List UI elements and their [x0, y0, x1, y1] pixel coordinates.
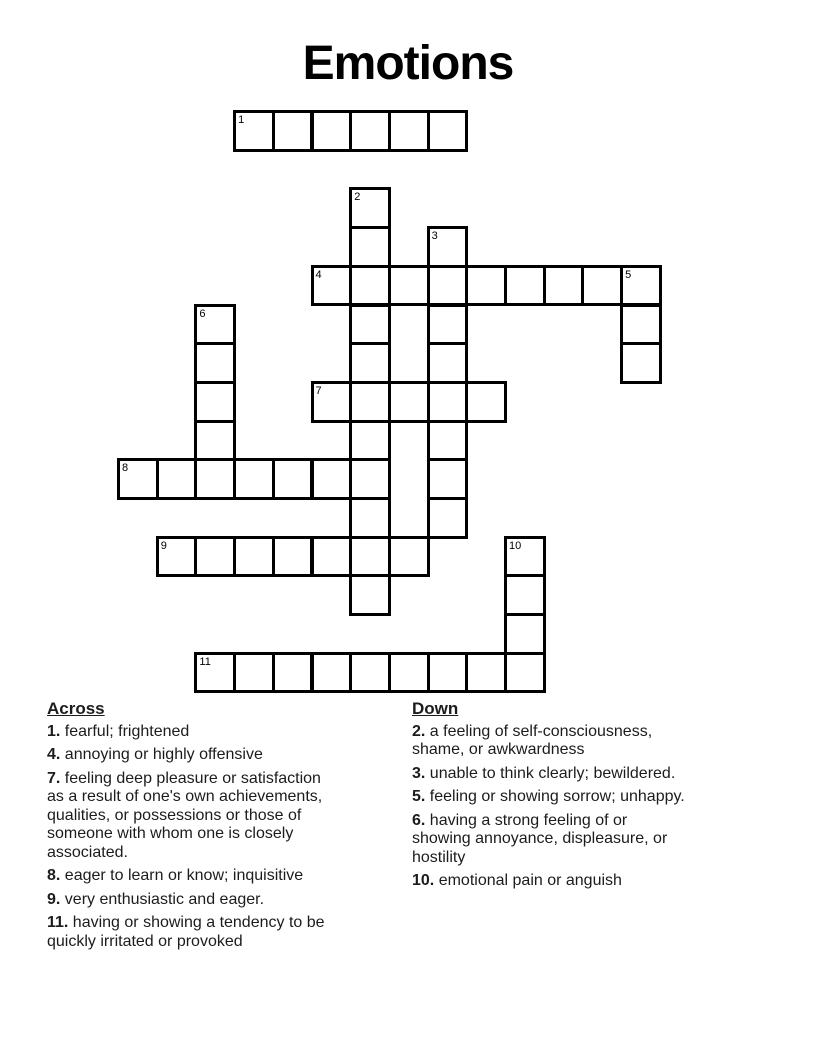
grid-cell[interactable]: [427, 652, 469, 694]
grid-cell[interactable]: [272, 110, 314, 152]
grid-cell[interactable]: [620, 342, 662, 384]
across-header: Across: [47, 699, 105, 718]
grid-cell[interactable]: [388, 381, 430, 423]
cell-number: 4: [315, 268, 322, 281]
grid-cell[interactable]: [233, 536, 275, 578]
grid-cell[interactable]: [349, 187, 391, 229]
cell-number: 7: [315, 384, 322, 397]
clue-number: 2.: [412, 722, 426, 740]
page-title: Emotions: [302, 37, 514, 90]
grid-cell[interactable]: [427, 342, 469, 384]
grid-cell[interactable]: [349, 304, 391, 346]
grid-cell[interactable]: [427, 110, 469, 152]
grid-cell[interactable]: [427, 497, 469, 539]
clue-number: 5.: [412, 788, 426, 805]
grid-cell[interactable]: [194, 458, 236, 500]
grid-cell[interactable]: [349, 381, 391, 423]
down-clue-list: [412, 723, 689, 891]
grid-cell[interactable]: [311, 652, 353, 694]
grid-cell[interactable]: [311, 458, 353, 500]
grid-cell[interactable]: [427, 420, 469, 462]
across-clues-column: [47, 700, 335, 956]
grid-cell[interactable]: [233, 652, 275, 694]
clue-number: 11.: [47, 914, 69, 931]
cell-number: 1: [238, 114, 245, 126]
clue-item: 11. having or showing a tendency to be quickly irritated or provoked: [47, 914, 325, 950]
grid-cell[interactable]: [427, 381, 469, 423]
cell-number: 6: [199, 307, 206, 320]
cell-number: 5: [625, 268, 632, 281]
grid-cell[interactable]: [465, 265, 507, 307]
cell-number: 9: [160, 539, 167, 552]
down-header: Down: [412, 699, 459, 718]
grid-cell[interactable]: [349, 342, 391, 384]
crossword-grid: [117, 110, 662, 694]
grid-cell[interactable]: [504, 574, 546, 616]
grid-cell[interactable]: [156, 458, 198, 500]
grid-cell[interactable]: [233, 110, 275, 152]
grid-cell[interactable]: [233, 458, 275, 500]
clue-number: 10.: [412, 872, 435, 889]
clue-number: 9.: [47, 890, 61, 908]
clue-item: 8. eager to learn or know; inquisitive: [47, 867, 304, 884]
grid-cell[interactable]: [504, 613, 546, 655]
grid-cell[interactable]: [194, 381, 236, 423]
grid-cell[interactable]: [194, 652, 236, 694]
grid-cell[interactable]: [388, 652, 430, 694]
grid-cell[interactable]: [156, 536, 198, 578]
grid-cell[interactable]: [349, 110, 391, 152]
clue-number: 7.: [47, 769, 61, 787]
grid-cell[interactable]: [388, 265, 430, 307]
clue-number: 4.: [47, 746, 61, 763]
cell-number: 10: [509, 539, 522, 552]
grid-cell[interactable]: [504, 265, 546, 307]
grid-cell[interactable]: [194, 536, 236, 578]
down-clues-column: [412, 700, 689, 896]
grid-cell[interactable]: [349, 652, 391, 694]
grid-cell[interactable]: [349, 226, 391, 268]
cell-number: 8: [122, 462, 129, 475]
grid-cell[interactable]: [349, 265, 391, 307]
grid-cell[interactable]: [427, 265, 469, 307]
clue-number: 1.: [47, 722, 61, 740]
clue-number: 3.: [412, 764, 426, 782]
grid-cell[interactable]: [349, 497, 391, 539]
grid-cell[interactable]: [465, 652, 507, 694]
grid-cell[interactable]: [465, 381, 507, 423]
grid-cell[interactable]: [194, 304, 236, 346]
grid-cell[interactable]: [349, 420, 391, 462]
grid-cell[interactable]: [117, 458, 159, 500]
grid-cell[interactable]: [543, 265, 585, 307]
clue-number: 8.: [47, 867, 61, 884]
grid-cell[interactable]: [311, 381, 353, 423]
cell-number: 11: [199, 655, 211, 668]
grid-cell[interactable]: [194, 420, 236, 462]
grid-cell[interactable]: [504, 536, 546, 578]
grid-cell[interactable]: [194, 342, 236, 384]
grid-cell[interactable]: [427, 458, 469, 500]
clue-item: 10. emotional pain or anguish: [412, 872, 622, 889]
clue-number: 6.: [412, 811, 426, 829]
grid-cell[interactable]: [620, 265, 662, 307]
grid-cell[interactable]: [349, 536, 391, 578]
grid-cell[interactable]: [388, 110, 430, 152]
grid-cell[interactable]: [349, 574, 391, 616]
clue-item: 6. having a strong feeling of or showing annoyance, displeasure, or hostility: [412, 811, 668, 866]
grid-cell[interactable]: [272, 652, 314, 694]
across-clue-list: [47, 723, 335, 952]
clue-item: 4. annoying or highly offensive: [47, 746, 263, 763]
grid-cell[interactable]: [272, 458, 314, 500]
grid-cell[interactable]: [272, 536, 314, 578]
clue-item: 1. fearful; frightened: [47, 722, 190, 740]
clue-item: 3. unable to think clearly; bewildered.: [412, 764, 676, 782]
grid-cell[interactable]: [349, 458, 391, 500]
grid-cell[interactable]: [311, 536, 353, 578]
grid-cell[interactable]: [311, 110, 353, 152]
cell-number: 2: [354, 191, 361, 204]
grid-cell[interactable]: [427, 304, 469, 346]
grid-cell[interactable]: [504, 652, 546, 694]
grid-cell[interactable]: [311, 265, 353, 307]
grid-cell[interactable]: [620, 304, 662, 346]
grid-cell[interactable]: [427, 226, 469, 268]
clue-item: 2. a feeling of self-consciousness, shame, or awkwardness: [412, 722, 653, 758]
clue-item: 7. feeling deep pleasure or satisfaction as a result of one's own achievements, qualities, or possessions or those of someone with whom one is closely associated.: [47, 769, 323, 861]
grid-cell[interactable]: [388, 536, 430, 578]
clue-item: 5. feeling or showing sorrow; unhappy.: [412, 788, 685, 805]
grid-cell[interactable]: [581, 265, 623, 307]
cell-number: 3: [431, 230, 438, 243]
clue-item: 9. very enthusiastic and eager.: [47, 890, 265, 908]
